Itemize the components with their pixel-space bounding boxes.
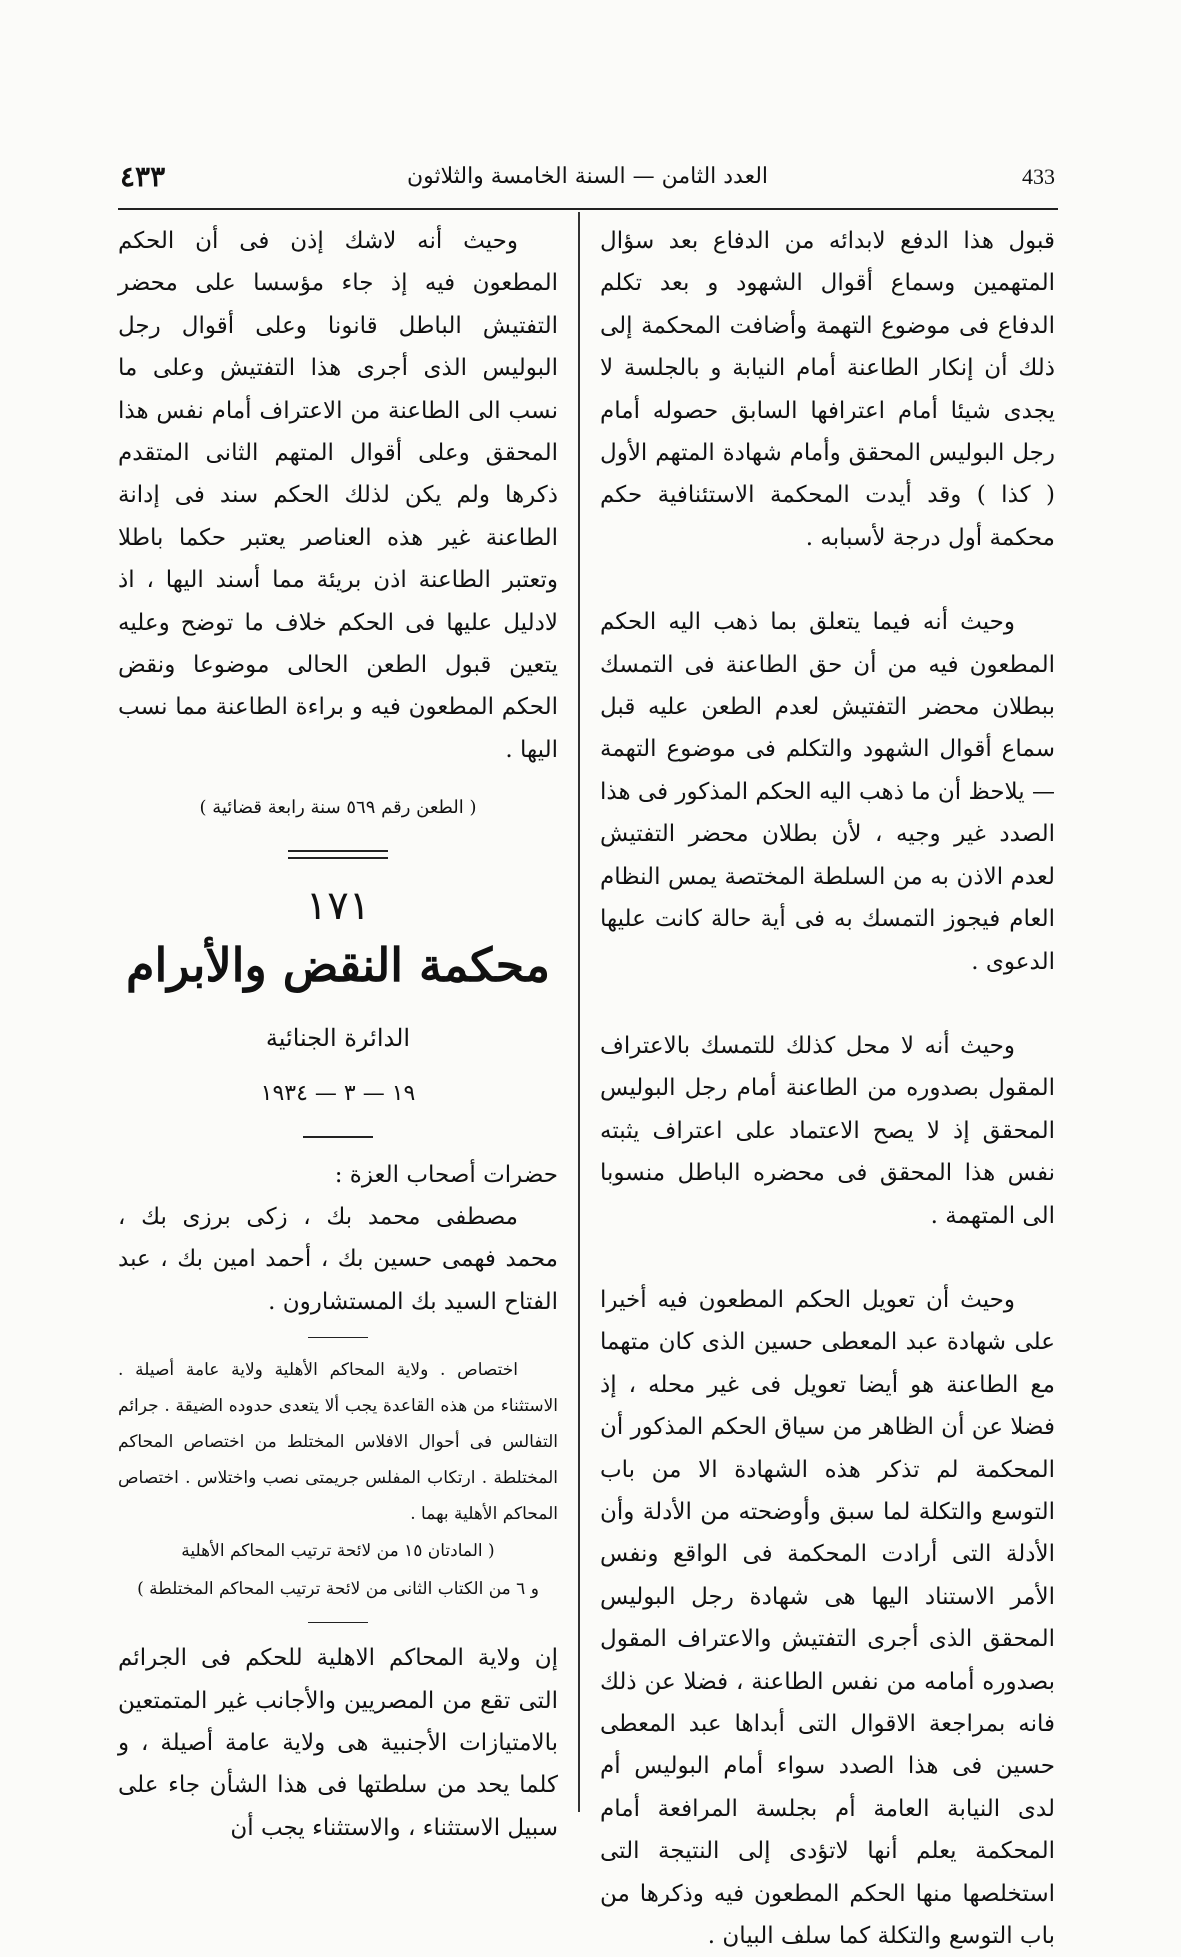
judges-list: مصطفى محمد بك ، زكى برزى بك ، محمد فهمى حسين بك ، أحمد امين بك ، عبد الفتاح السيد بك المستشارون . (118, 1203, 558, 1315)
case-number: ١٧١ (305, 882, 371, 929)
header-rule (118, 208, 1058, 210)
right-para-4: وحيث أن تعويل الحكم المطعون فيه أخيرا على شهادة عبد المعطى حسين الذى كان متهما مع الطاعنة هو أيضا تعويل فى غير محله ، إذ فضلا عن أن الظاهر من سياق الحكم المذكور أن المحكمة لم تذكر هذه الشهادة الا من باب التوسع والتكلة لما سبق وأوضحته من الأدلة وأن الأدلة التى أرادت المحكمة فى الواقع ونفس الأمر الاستناد اليها هى شهادة رجل البوليس المحقق الذى أجرى التفتيش والاعتراف المقول بصدوره أمامه من نفس الطاعنة ، فضلا عن ذلك فانه بمراجعة الاقوال التى أبداها عبد المعطى حسين فى هذا الصدد سواء أمام البوليس أم لدى النيابة العامة أم بجلسة المرافعة أمام المحكمة يعلم أنها لاتؤدى إلى النتيجة التى استخلصها منها الحكم المطعون فيه وذكرها من باب التوسع والتكلة كما سلف البيان . (600, 1286, 1055, 1950)
session-date: ١٩ — ٣ — ١٩٣٤ (260, 1081, 416, 1107)
page-header (120, 160, 1055, 200)
right-para-2: وحيث أنه فيما يتعلق بما ذهب اليه الحكم المطعون فيه من أن حق الطاعنة فى التمسك ببطلان محضر التفتيش لعدم الطعن عليه قبل سماع أقوال الشهود والتكلم فى موضوع التهمة — يلاحظ أن ما ذهب اليه الحكم المذكور فى هذا الصدد غير وجيه ، لأن بطلان محضر التفتيش لعدم الاذن به من السلطة المختصة يمس النظام العام فيجوز التمسك به فى أية حالة كانت عليها الدعوى . (600, 609, 1055, 975)
running-title: العدد الثامن — السنة الخامسة والثلاثون (406, 164, 769, 189)
judges-rule (308, 1337, 368, 1338)
column-divider (578, 212, 580, 1812)
case-summary: اختصاص . ولاية المحاكم الأهلية ولاية عامة أصيلة . الاستثناء من هذه القاعدة يجب ألا يتعدى حدوده الضيقة . جرائم التفالس فى أحوال الافلاس المختلط من اختصاص المحاكم المختلطة . ارتكاب المفلس جريمتى نصب واختلاس . اختصاص المحاكم الأهلية بهما . (118, 1360, 558, 1525)
court-name: محكمة النقض والأبرام (126, 937, 550, 992)
articles-line-1: ( المادتان ١٥ من لائحة ترتيب المحاكم الأهلية (181, 1541, 495, 1562)
articles-line-2: و ٦ من الكتاب الثانى من لائحة ترتيب المحاكم المختلطة ) (137, 1579, 539, 1600)
appeal-reference: ( الطعن رقم ٥٦٩ سنة رابعة قضائية ) (199, 797, 477, 819)
left-column (118, 220, 558, 1849)
left-para-1: وحيث أنه لاشك إذن فى أن الحكم المطعون فيه إذ جاء مؤسسا على محضر التفتيش الباطل قانونا وعلى أقوال رجل البوليس الذى أجرى هذا التفتيش وعلى ما نسب الى الطاعنة من الاعتراف أمام نفس هذا المحقق وعلى أقوال المتهم الثانى المتقدم ذكرها ولم يكن لذلك الحكم سند فى إدانة الطاعنة غير هذه العناصر يعتبر حكما باطلا وتعتبر الطاعنة اذن بريئة مما أسند اليها ، اذ لادليل عليها فى الحكم خلاف ما توضح وعليه يتعين قبول الطعن الحالى موضوعا ونقض الحكم المطعون فيه و براءة الطاعنة مما نسب اليها . (118, 228, 558, 763)
left-para-final: إن ولاية المحاكم الاهلية للحكم فى الجرائم التى تقع من المصريين والأجانب غير المتمتعين بالامتيازات الأجنبية هى ولاية عامة أصيلة ، و كلما يحد من سلطتها فى هذا الشأن جاء على سبيل الاستثناء ، والاستثناء يجب أن (118, 1645, 558, 1841)
right-column (600, 220, 1055, 1957)
right-para-3: وحيث أنه لا محل كذلك للتمسك بالاعتراف المقول بصدوره من الطاعنة أمام رجل البوليس المحقق إذ لا يصح الاعتماد على اعتراف يثبته نفس هذا المحقق فى محضره الباطل منسوبا الى المتهمة . (600, 1032, 1055, 1229)
right-para-1: قبول هذا الدفع لابدائه من الدفاع بعد سؤال المتهمين وسماع أقوال الشهود و بعد تكلم الدفاع فى موضوع التهمة وأضافت المحكمة إلى ذلك أن إنكار الطاعنة أمام النيابة و بالجلسة لا يجدى شيئا أمام اعترافها السابق حصوله أمام رجل البوليس المحقق وأمام شهادة المتهم الأول ( كذا ) وقد أيدت المحكمة الاستئنافية حكم محكمة أول درجة لأسبابه . (600, 228, 1055, 551)
page-number-latin: 433 (1022, 164, 1055, 189)
date-rule (303, 1136, 373, 1138)
circuit-name: الدائرة الجنائية (265, 1023, 411, 1052)
page-number-arabic: ٤٣٣ (120, 160, 166, 193)
judges-heading: حضرات أصحاب العزة : (334, 1161, 558, 1188)
summary-rule (308, 1622, 368, 1623)
section-double-rule (288, 850, 388, 859)
